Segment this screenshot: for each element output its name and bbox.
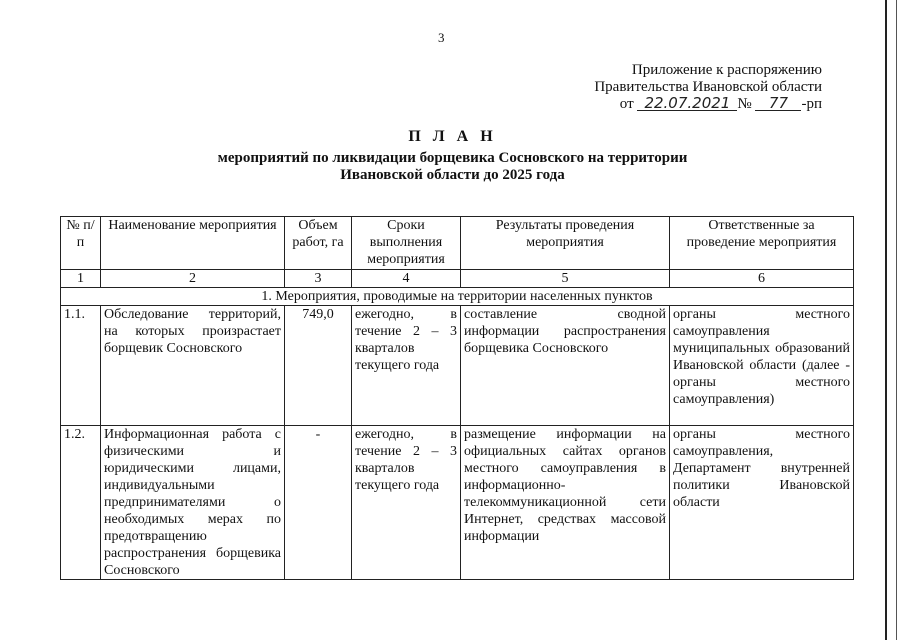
section-row: [61, 288, 854, 306]
row-number: 1.2.: [61, 426, 101, 580]
row-volume: 749,0: [285, 306, 352, 426]
row-results: составление сводной информации распространения борщевика Сосновского: [461, 306, 670, 426]
handwritten-number: 77: [755, 96, 801, 111]
header-cell-name: Наименование мероприятия: [101, 217, 285, 270]
column-number: 6: [670, 270, 854, 288]
appendix-date-line: [560, 96, 822, 113]
header-cell-terms: Сроки выполнения мероприятия: [352, 217, 461, 270]
scan-edge-line: [885, 0, 887, 640]
date-prefix: от: [619, 96, 634, 112]
column-number: 3: [285, 270, 352, 288]
column-number: 1: [61, 270, 101, 288]
row-name: Информационная работа с физическими и юридическими лицами, индивидуальными предпринимателями о необходимых мерах по предотвращению распространения борщевика Сосновского: [101, 426, 285, 580]
row-responsible: органы местного самоуправления муниципальных образований Ивановской области (далее - органы местного самоуправления): [670, 306, 854, 426]
number-suffix: -рп: [801, 96, 822, 112]
appendix-line-1: Приложение к распоряжению: [631, 62, 822, 78]
row-name: Обследование территорий, на которых произрастает борщевик Сосновского: [101, 306, 285, 426]
scan-edge-line-outer: [896, 0, 897, 640]
row-volume: -: [285, 426, 352, 580]
handwritten-date: 22.07.2021: [637, 96, 737, 111]
table-row: [61, 306, 854, 426]
row-responsible: органы местного самоуправления, Департамент внутренней политики Ивановской области: [670, 426, 854, 580]
column-number-row: [61, 270, 854, 288]
header-cell-responsible: Ответственные за проведение мероприятия: [670, 217, 854, 270]
page-number: 3: [438, 30, 445, 45]
row-results: размещение информации на официальных сайтах органов местного самоуправления в информационно-телекоммуникационной сети Интернет, средствах массовой информации: [461, 426, 670, 580]
appendix-block: [560, 62, 822, 113]
header-cell-number: № п/п: [61, 217, 101, 270]
section-heading: 1. Мероприятия, проводимые на территории населенных пунктов: [61, 288, 854, 306]
header-cell-volume: Объем работ, га: [285, 217, 352, 270]
plan-table: [60, 216, 854, 580]
column-number: 4: [352, 270, 461, 288]
column-number: 5: [461, 270, 670, 288]
appendix-line-2: Правительства Ивановской области: [594, 79, 822, 95]
row-terms: ежегодно, в течение 2 – 3 кварталов текущего года: [352, 306, 461, 426]
plan-title-line-2: Ивановской области до 2025 года: [340, 167, 565, 183]
row-number: 1.1.: [61, 306, 101, 426]
plan-title-line-1: мероприятий по ликвидации борщевика Сосновского на территории: [217, 150, 688, 166]
table-row: [61, 426, 854, 580]
header-row: [61, 217, 854, 270]
plan-heading: П Л А Н: [408, 128, 497, 145]
column-number: 2: [101, 270, 285, 288]
row-terms: ежегодно, в течение 2 – 3 кварталов текущего года: [352, 426, 461, 580]
number-prefix: №: [737, 96, 752, 112]
header-cell-results: Результаты проведения мероприятия: [461, 217, 670, 270]
